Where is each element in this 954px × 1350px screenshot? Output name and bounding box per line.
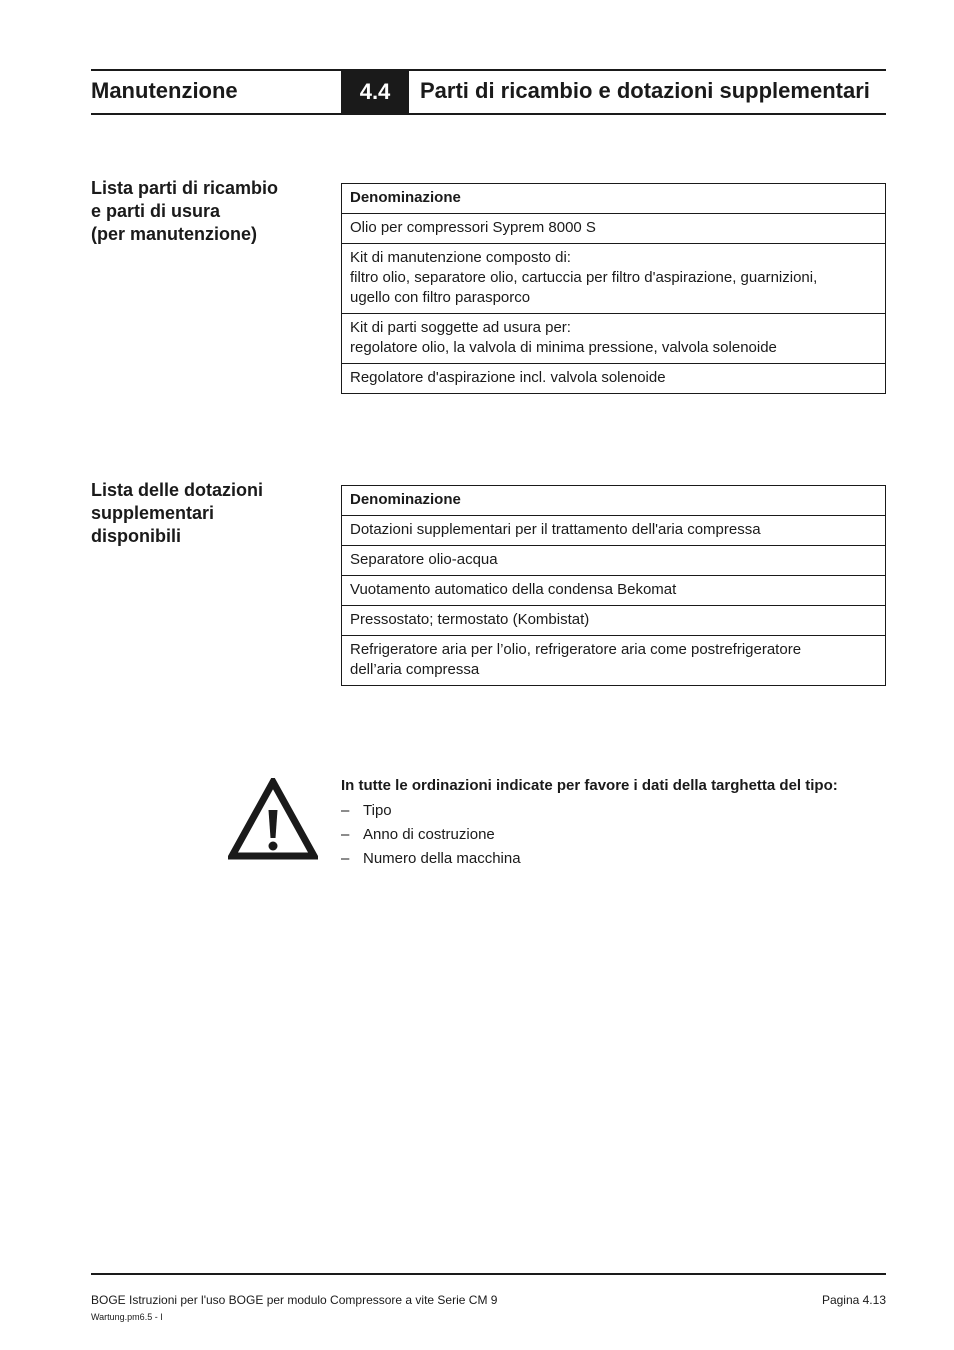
cell-text: Olio per compressori Syprem 8000 S [350, 219, 596, 236]
table-row [342, 314, 886, 364]
cell-text: Kit di manutenzione composto di: [350, 249, 571, 266]
list-item-text: Tipo [363, 802, 392, 819]
bullet-dash: – [341, 850, 350, 867]
header-title: Parti di ricambio e dotazioni supplementari [420, 78, 870, 103]
footer-file-name: Wartung.pm6.5 - I [91, 1312, 163, 1322]
accessories-heading: Lista delle dotazioni supplementari disponibili [91, 480, 264, 546]
list-item [341, 800, 521, 824]
cell-text: Separatore olio-acqua [350, 551, 498, 568]
list-item-text: Numero della macchina [363, 850, 521, 867]
table-row [342, 606, 886, 636]
spare-parts-table [341, 183, 886, 394]
header-section-number: 4.4 [341, 71, 409, 113]
note-list [341, 800, 521, 872]
table-row [342, 244, 886, 314]
table-row [342, 546, 886, 576]
footer-page-number: Pagina 4.13 [821, 1293, 886, 1307]
cell-text: dell’aria compressa [350, 661, 480, 678]
table-row [342, 516, 886, 546]
table-row [342, 364, 886, 394]
list-item [341, 824, 521, 848]
cell-text: Regolatore d'aspirazione incl. valvola solenoide [350, 369, 666, 386]
cell-text: Kit di parti soggette ad usura per: [350, 319, 571, 336]
note-heading: In tutte le ordinazioni indicate per favore i dati della targhetta del tipo: [341, 777, 838, 794]
accessories-table [341, 485, 886, 686]
header-section: Manutenzione [91, 78, 238, 103]
cell-text: filtro olio, separatore olio, cartuccia per filtro d'aspirazione, guarnizioni, [350, 269, 818, 286]
table-row [342, 214, 886, 244]
cell-text: Refrigeratore aria per l’olio, refrigeratore aria come postrefrigeratore [350, 641, 802, 658]
footer-rule [91, 1273, 886, 1275]
warning-triangle-icon [228, 778, 318, 865]
list-item-text: Anno di costruzione [363, 826, 495, 843]
header-rule-top [91, 69, 886, 71]
table-header-row [342, 486, 886, 516]
cell-text: Dotazioni supplementari per il trattamento dell'aria compressa [350, 521, 761, 538]
table-row [342, 576, 886, 606]
table-row [342, 636, 886, 686]
column-header: Denominazione [342, 486, 886, 516]
spare-parts-heading: Lista parti di ricambio e parti di usura (per manutenzione) [91, 178, 279, 244]
cell-text: ugello con filtro parasporco [350, 289, 531, 306]
list-item [341, 848, 521, 872]
header-rule-bottom [91, 113, 886, 115]
column-header: Denominazione [342, 184, 886, 214]
cell-text: regolatore olio, la valvola di minima pressione, valvola solenoide [350, 339, 777, 356]
bullet-dash: – [341, 802, 350, 819]
table-header-row [342, 184, 886, 214]
bullet-dash: – [341, 826, 350, 843]
footer-document-title: BOGE Istruzioni per l'uso BOGE per modulo Compressore a vite Serie CM 9 [91, 1293, 498, 1307]
cell-text: Vuotamento automatico della condensa Bekomat [350, 581, 677, 598]
cell-text: Pressostato; termostato (Kombistat) [350, 611, 590, 628]
